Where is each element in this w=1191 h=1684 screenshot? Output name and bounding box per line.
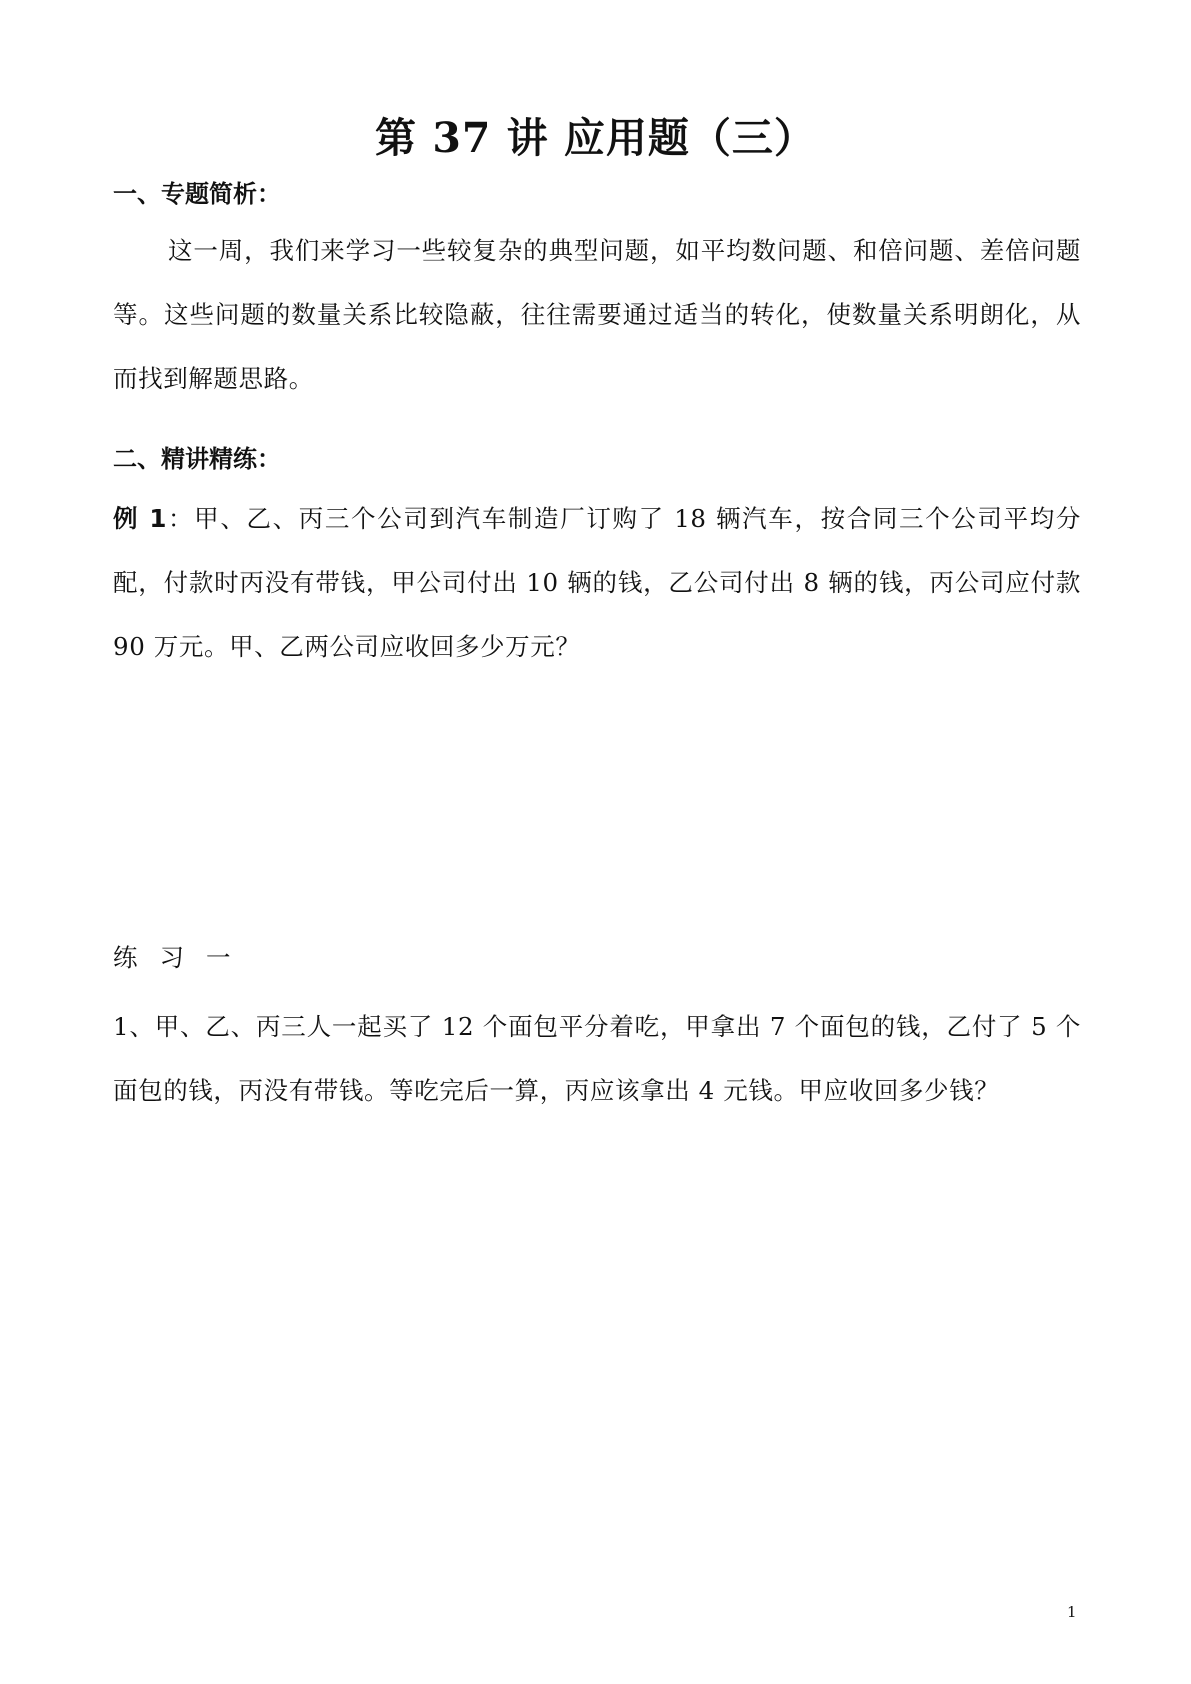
- example-text: 甲、乙、丙三个公司到汽车制造厂订购了 18 辆汽车，按合同三个公司平均分配，付款时丙没有带钱，甲公司付出 10 辆的钱，乙公司付出 8 辆的钱，丙公司应付款 90 万元。甲、乙两公司应收回多少万元？: [113, 504, 1081, 661]
- practice-problem-1: 1、甲、乙、丙三人一起买了 12 个面包平分着吃，甲拿出 7 个面包的钱，乙付了 5 个面包的钱，丙没有带钱。等吃完后一算，丙应该拿出 4 元钱。甲应收回多少钱？: [113, 1012, 1081, 1105]
- section-heading-practice-intro: 二、精讲精练：: [113, 445, 281, 473]
- section-heading-overview: 一、专题简析：: [113, 180, 281, 208]
- example-label: 例 1: [113, 504, 167, 533]
- page-title: 第 37 讲 应用题（三）: [375, 114, 816, 162]
- page-number: 1: [1067, 1603, 1077, 1621]
- practice-heading: 练习一: [113, 943, 253, 972]
- overview-paragraph: 这一周，我们来学习一些较复杂的典型问题，如平均数问题、和倍问题、差倍问题等。这些问题的数量关系比较隐蔽，往往需要通过适当的转化，使数量关系明朗化，从而找到解题思路。: [113, 236, 1081, 393]
- example-1-paragraph: [113, 487, 1081, 679]
- example-separator: ：: [166, 504, 195, 533]
